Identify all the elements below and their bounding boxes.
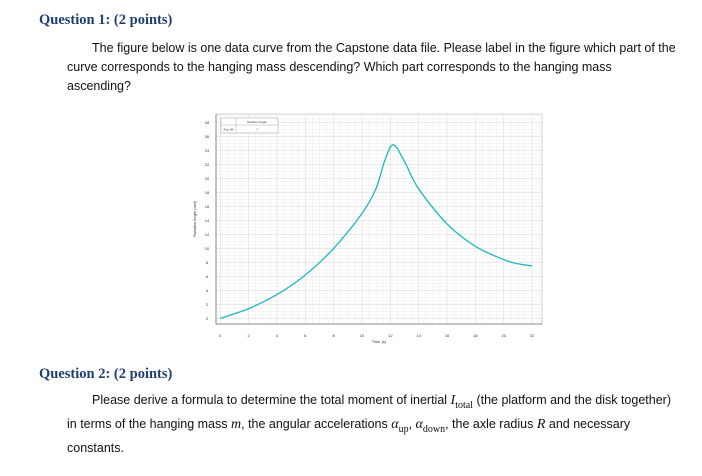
x-tick-label: 6 [304, 333, 307, 338]
x-tick-label: 8 [332, 333, 335, 338]
question-2-heading: Question 2: (2 points) [39, 366, 173, 382]
mass-symbol: m [230, 416, 242, 432]
y-tick-label: 12 [204, 231, 210, 237]
y-tick-label: 20 [204, 175, 210, 181]
question-1-heading: Question 1: (2 points) [39, 12, 173, 28]
x-tick-label: 18 [473, 333, 478, 338]
x-tick-label: 20 [501, 333, 506, 338]
y-tick-label: 8 [205, 259, 209, 265]
x-tick-label: 12 [388, 333, 393, 338]
y-tick-label: 26 [204, 133, 210, 139]
legend-row-label: Run #9 [223, 127, 234, 132]
x-tick-label: 4 [275, 333, 279, 338]
legend [221, 118, 278, 133]
legend-row-value: 2 [256, 127, 258, 132]
y-tick-label: 4 [205, 287, 209, 293]
inertia-symbol: $I_{total}$ [450, 393, 473, 411]
y-tick-label: 22 [204, 161, 210, 167]
y-tick-label: 16 [204, 203, 210, 209]
rotation-angle-chart [192, 110, 546, 354]
x-tick-label: 0 [219, 333, 222, 338]
x-tick-label: 16 [444, 333, 450, 338]
x-tick-label: 2 [247, 333, 250, 338]
x-tick-label: 14 [416, 333, 421, 338]
radius-symbol: R [536, 416, 546, 432]
y-tick-label: 6 [205, 273, 209, 279]
plot-area [216, 114, 542, 324]
y-tick-label: 14 [204, 217, 210, 223]
y-tick-label: 24 [204, 147, 210, 153]
x-axis-label: Time (s) [371, 339, 387, 344]
question-2-text: Please derive a formula to determine the total moment of inertial $I_{total}$ (the platform and the disk together) in terms of the hanging mass m, the angular accelerations $\alpha_{up}$, $\alpha_{down}$, the axle radius R and necessary constants. [67, 393, 671, 455]
y-tick-label: 2 [205, 301, 209, 307]
y-tick-label: 28 [204, 119, 210, 125]
question-1-text: The figure below is one data curve from the Capstone data file. Please label in the figure which part of the curve corresponds to the hanging mass descending? Which part corresponds to the hanging mass ascending? [67, 41, 676, 93]
alpha-up-symbol: $\alpha_{up}$ [391, 416, 409, 435]
y-tick-label: 10 [204, 245, 210, 251]
x-tick-label: 22 [529, 333, 535, 338]
x-tick-label: 10 [359, 333, 365, 338]
legend-header: Rotation Angle [247, 120, 267, 124]
y-tick-label: 18 [204, 189, 210, 195]
alpha-down-symbol: $\alpha_{down}$ [415, 416, 446, 435]
y-tick-label: 0 [205, 315, 209, 321]
y-axis-label: Rotation Angle (rad) [192, 201, 197, 237]
